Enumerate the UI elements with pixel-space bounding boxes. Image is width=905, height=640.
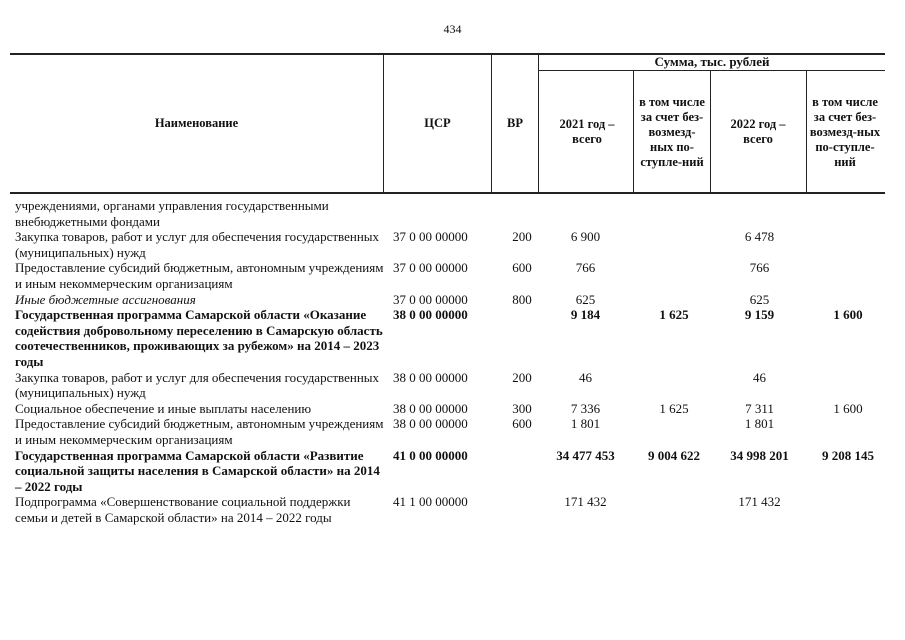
- row-name: Закупка товаров, работ и услуг для обеспечения государственных (муниципальных) нужд: [15, 369, 380, 401]
- row-vr: 200: [512, 369, 532, 385]
- row-name: учреждениями, органами управления государственными внебюджетными фондами: [15, 198, 329, 229]
- row-2021-free: 1 625: [659, 400, 689, 416]
- row-2021-total: 766: [575, 260, 596, 276]
- row-vr: 800: [512, 291, 532, 307]
- row-2021-total: 46: [579, 369, 592, 385]
- row-2021-total: 7 336: [570, 400, 601, 416]
- row-2021-free: 1 625: [659, 307, 689, 323]
- row-2021-total: 34 477 453: [556, 447, 615, 463]
- row-2022-total: 6 478: [744, 229, 775, 245]
- row-vr: 600: [512, 416, 532, 432]
- table-row: [10, 416, 890, 447]
- table-row: [10, 494, 890, 525]
- row-csr: 38 0 00 00000: [393, 416, 468, 432]
- row-name: Социальное обеспечение и иные выплаты населению: [15, 400, 312, 416]
- table-row-program: [10, 307, 890, 369]
- row-vr: 600: [512, 260, 532, 276]
- row-csr: 38 0 00 00000: [393, 400, 468, 416]
- row-2021-total: 171 432: [564, 494, 607, 510]
- header-csr: ЦСР: [424, 115, 451, 130]
- row-2022-total: 9 159: [744, 307, 775, 323]
- row-csr: 38 0 00 00000: [393, 307, 468, 323]
- header-vr: ВР: [507, 115, 523, 130]
- table-body: [10, 198, 890, 525]
- table-row: [10, 401, 890, 417]
- row-2021-total: 1 801: [570, 416, 601, 432]
- header-2021-free: в том числе за счет без-возмезд-ных по-ступле-ний: [639, 94, 705, 169]
- header-sum: Сумма, тыс. рублей: [654, 54, 770, 69]
- table-row-program: [10, 448, 890, 495]
- row-name: Предоставление субсидий бюджетным, автономным учреждениям и иным некоммерческим организациям: [15, 416, 384, 447]
- row-2021-total: 6 900: [570, 229, 601, 245]
- row-2021-total: 9 184: [570, 307, 601, 323]
- row-2022-total: 7 311: [745, 400, 774, 416]
- row-name: Предоставление субсидий бюджетным, автономным учреждениям и иным некоммерческим организациям: [15, 260, 384, 291]
- row-2022-total: 766: [749, 260, 770, 276]
- row-2022-free: 1 600: [833, 400, 863, 416]
- row-name: Закупка товаров, работ и услуг для обеспечения государственных (муниципальных) нужд: [15, 229, 380, 260]
- row-2021-free: 9 004 622: [648, 447, 700, 463]
- row-vr: 300: [512, 400, 532, 416]
- row-name: Государственная программа Самарской области «Оказание содействия добровольному переселению в Самарскую область соотечественников, проживающих за рубежом» на 2014 – 2023 годы: [15, 307, 383, 369]
- row-2022-total: 34 998 201: [730, 447, 789, 463]
- header-divider: [538, 53, 539, 193]
- row-csr: 37 0 00 00000: [393, 260, 468, 276]
- page-number: 434: [443, 22, 462, 36]
- row-name: Подпрограмма «Совершенствование социальной поддержки семьи и детей в Самарской области» на 2014 – 2022 годы: [15, 494, 351, 525]
- table-row: [10, 260, 890, 291]
- table-header: [10, 53, 885, 193]
- row-2022-free: 1 600: [833, 307, 863, 323]
- row-csr: 37 0 00 00000: [393, 291, 468, 307]
- header-2022-total: 2022 год – всего: [730, 117, 786, 146]
- row-csr: 37 0 00 00000: [393, 229, 468, 245]
- row-csr: 38 0 00 00000: [393, 369, 468, 385]
- row-name: Иные бюджетные ассигнования: [15, 291, 196, 307]
- row-2022-free: 9 208 145: [822, 447, 874, 463]
- header-divider: [806, 70, 807, 193]
- table-row: [10, 229, 890, 260]
- table-row: [10, 198, 890, 229]
- header-2021-total: 2021 год – всего: [559, 117, 615, 146]
- row-csr: 41 0 00 00000: [393, 447, 468, 463]
- row-vr: 200: [512, 229, 532, 245]
- row-2022-total: 171 432: [738, 494, 781, 510]
- header-name: Наименование: [154, 115, 239, 130]
- row-2022-total: 1 801: [744, 416, 775, 432]
- table-row: [10, 292, 890, 308]
- table-row: [10, 370, 890, 401]
- header-divider: [710, 70, 711, 193]
- row-2022-total: 625: [749, 291, 770, 307]
- row-2022-total: 46: [753, 369, 766, 385]
- header-divider: [633, 70, 634, 193]
- header-2022-free: в том числе за счет без-возмезд-ных по-ступле-ний: [809, 94, 881, 169]
- row-name: Государственная программа Самарской области «Развитие социальной защиты населения в Самарской области» на 2014 – 2022 годы: [15, 447, 380, 494]
- row-csr: 41 1 00 00000: [393, 494, 468, 510]
- row-2021-total: 625: [575, 291, 596, 307]
